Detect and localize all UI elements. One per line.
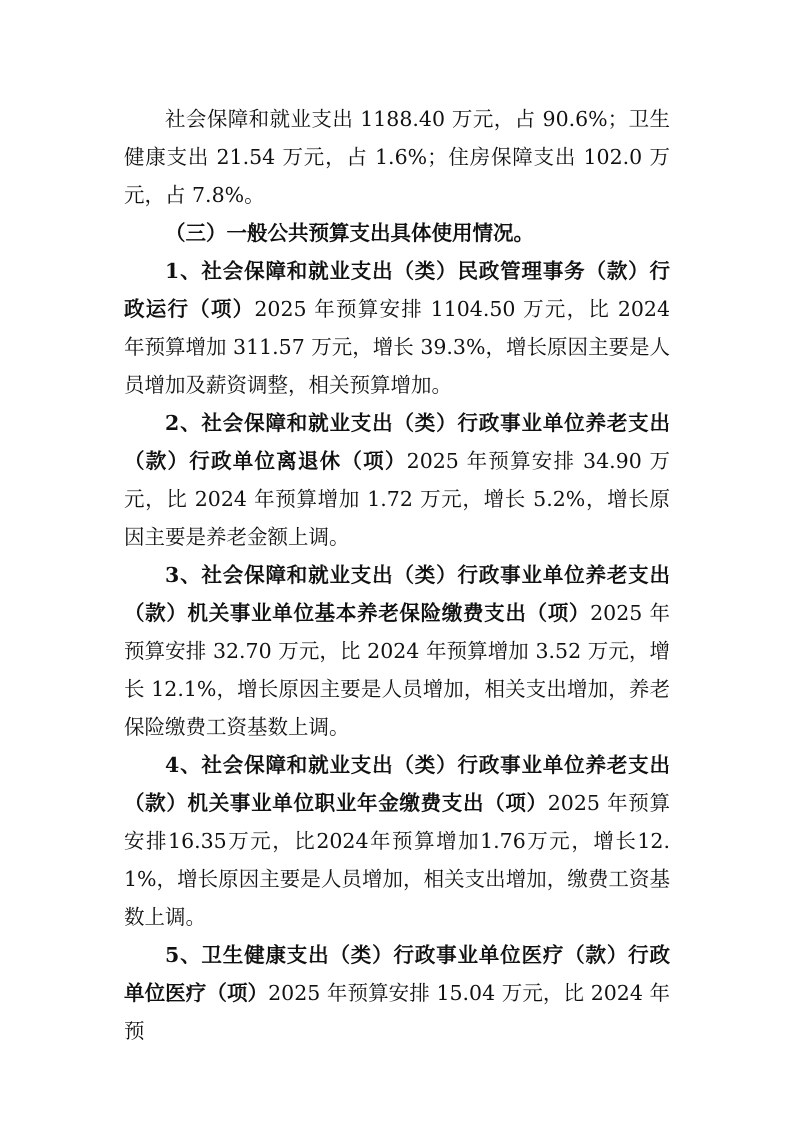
summary-paragraph: 社会保障和就业支出 1188.40 万元，占 90.6%；卫生健康支出 21.54 万元，占 1.6%；住房保障支出 102.0 万元，占 7.8%。 (124, 107, 670, 207)
item-3-title: 3、社会保障和就业支出（类）行政事业单位养老支出（款）机关事业单位基本养老保险缴费支出（项） (124, 563, 670, 625)
item-4-body: 2025 年预算安排16.35万元，比2024年预算增加1.76万元，增长12.1%，增长原因主要是人员增加，相关支出增加，缴费工资基数上调。 (124, 791, 670, 929)
item-2-title: 2、社会保障和就业支出（类）行政事业单位养老支出（款）行政单位离退休（项） (124, 411, 670, 473)
item-4-paragraph (124, 746, 670, 936)
item-5-body: 2025 年预算安排 15.04 万元，比 2024 年预 (124, 981, 670, 1043)
item-3-paragraph (124, 556, 670, 746)
item-4-title: 4、社会保障和就业支出（类）行政事业单位养老支出（款）机关事业单位职业年金缴费支出（项） (124, 753, 670, 815)
item-2-body: 2025 年预算安排 34.90 万元，比 2024 年预算增加 1.72 万元，增长 5.2%，增长原因主要是养老金额上调。 (124, 449, 670, 549)
item-5-paragraph (124, 936, 670, 1050)
item-3-body: 2025 年预算安排 32.70 万元，比 2024 年预算增加 3.52 万元，增长 12.1%，增长原因主要是人员增加，相关支出增加，养老保险缴费工资基数上调。 (124, 601, 670, 739)
section-heading: （三）一般公共预算支出具体使用情况。 (165, 221, 534, 245)
item-1-paragraph (124, 252, 670, 404)
item-1-title: 1、社会保障和就业支出（类）民政管理事务（款）行政运行（项） (124, 259, 670, 321)
item-2-paragraph (124, 404, 670, 556)
item-1-body: 2025 年预算安排 1104.50 万元，比 2024 年预算增加 311.57 万元，增长 39.3%，增长原因主要是人员增加及薪资调整，相关预算增加。 (124, 297, 671, 397)
item-5-title: 5、卫生健康支出（类）行政事业单位医疗（款）行政单位医疗（项） (124, 943, 670, 1005)
